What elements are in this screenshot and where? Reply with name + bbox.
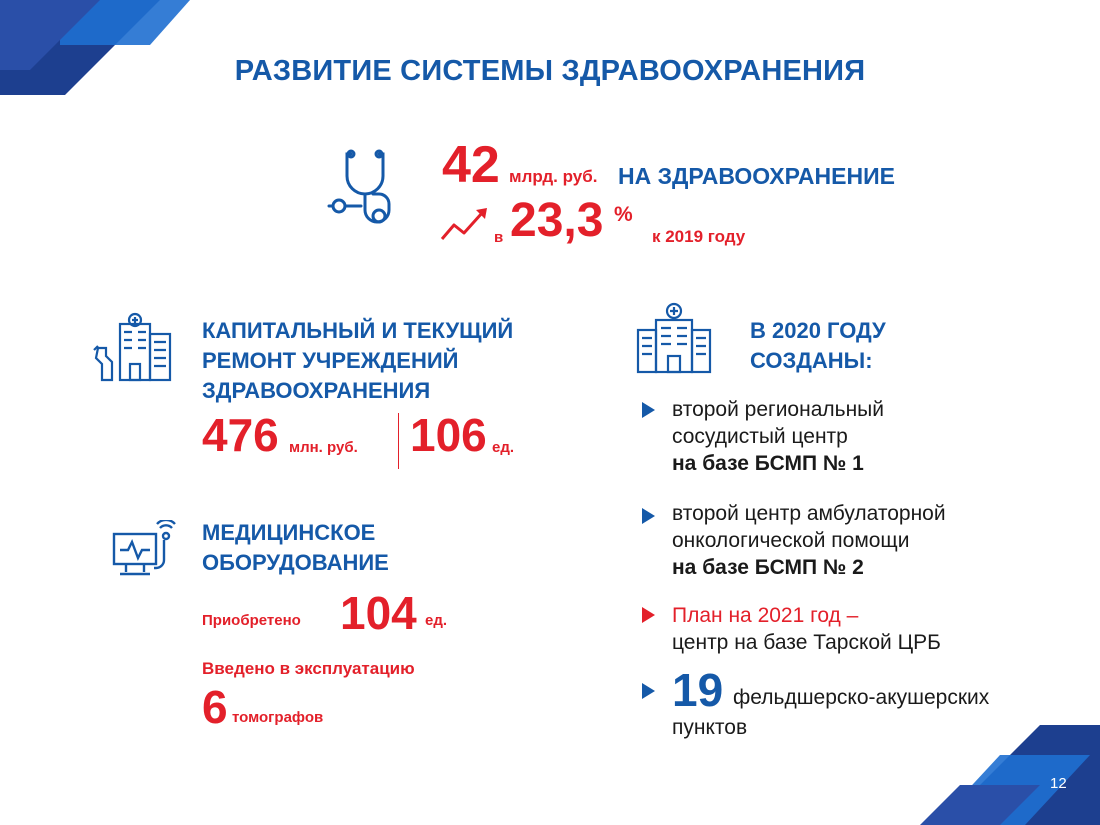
health-budget-value: 42: [442, 136, 500, 194]
bullet-marker: [642, 508, 655, 524]
growth-unit: %: [614, 203, 633, 226]
repair-amount-unit: млн. руб.: [289, 439, 358, 456]
bullet-marker: [642, 683, 655, 699]
created-heading: В 2020 ГОДУ СОЗДАНЫ:: [750, 318, 886, 373]
repair-count-value: 106: [410, 409, 487, 461]
growth-suffix: к 2019 году: [652, 227, 746, 246]
page-number: 12: [1050, 775, 1067, 792]
stethoscope-icon: [325, 148, 405, 240]
repair-amount-value: 476: [202, 409, 279, 461]
bullet-marker: [642, 402, 655, 418]
acquired-unit: ед.: [425, 612, 448, 629]
page-title: РАЗВИТИЕ СИСТЕМЫ ЗДРАВООХРАНЕНИЯ: [234, 55, 866, 87]
health-budget-label: НА ЗДРАВООХРАНЕНИЕ: [618, 163, 895, 189]
acquired-label: Приобретено: [202, 612, 301, 629]
hospital-icon: [636, 302, 712, 374]
growth-value: 23,3: [510, 194, 604, 247]
bullet-marker: [642, 607, 655, 623]
fap-count-value: 19: [672, 664, 724, 716]
fap-label-line2: пунктов: [672, 716, 748, 739]
list-item: второй региональный сосудистый центр на базе БСМП № 1: [672, 398, 884, 475]
list-item: второй центр амбулаторной онкологической помощи на базе БСМП № 2: [672, 502, 946, 579]
health-budget-unit: млрд. руб.: [509, 167, 598, 186]
divider: [398, 413, 399, 469]
commissioned-value: 6: [202, 681, 228, 733]
list-item: План на 2021 год – центр на базе Тарской ЦРБ: [672, 604, 941, 654]
commissioned-label: Введено в эксплуатацию: [202, 659, 415, 678]
repair-count-unit: ед.: [492, 439, 515, 456]
growth-prefix: в: [494, 229, 504, 246]
acquired-value: 104: [340, 587, 417, 639]
fap-label-line1: фельдшерско-акушерских: [733, 686, 990, 709]
commissioned-unit: томографов: [232, 709, 324, 726]
hospital-repair-icon: [90, 312, 174, 382]
repair-heading: КАПИТАЛЬНЫЙ И ТЕКУЩИЙ РЕМОНТ УЧРЕЖДЕНИЙ ЗДРАВООХРАНЕНИЯ: [202, 318, 514, 403]
trend-up-icon: [440, 207, 490, 243]
corner-decoration-bottom-right: [900, 725, 1100, 825]
monitor-equipment-icon: [112, 520, 178, 582]
equipment-heading: МЕДИЦИНСКОЕ ОБОРУДОВАНИЕ: [202, 520, 389, 575]
